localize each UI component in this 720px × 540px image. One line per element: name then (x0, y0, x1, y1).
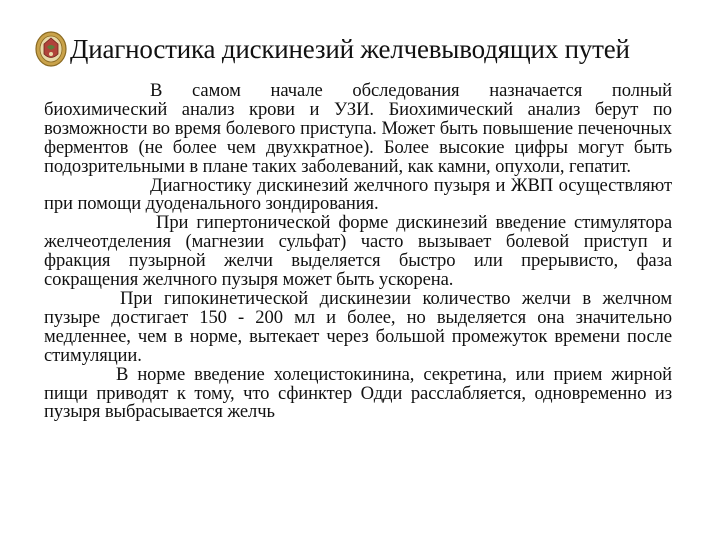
paragraph-blood-analysis: В самом начале обследования назначается полный биохимический анализ крови и УЗИ. Биохимический анализ берут по возможности во время болевого приступа. Может быть повышение печеночных ферментов (не более чем двухкратное). Более высокие цифры могут быть подозрительными в плане таких заболеваний, как камни, опухоли, гепатит. (44, 80, 672, 177)
paragraph-duodenal-probing: Диагностику дискинезий желчного пузыря и ЖВП осуществляют при помощи дуоденального зондирования. (44, 174, 672, 215)
slide-title: Диагностика дискинезий желчевыводящих путей (70, 34, 630, 64)
paragraph-hypertonic-form: При гипертонической форме дискинезий введение стимулятора желчеотделения (магнезии сульфат) часто вызывает болевой приступ и фракция пузырной желчи выделяется быстро или прерывисто, фаза сокращения желчного пузыря может быть ускорена. (44, 212, 672, 291)
emblem-icon (34, 30, 68, 68)
slide-body (44, 82, 672, 422)
paragraph-hypokinetic-form: При гипокинетической дискинезии количество желчи в желчном пузыре достигает 150 - 200 мл и более, но выделяется она значительно медленнее, чем в норме, вытекает через большой промежуток времени после стимуляции. (44, 287, 672, 366)
paragraph-normal-response: В норме введение холецистокинина, секретина, или прием жирной пищи приводят к тому, что сфинктер Одди расслабляется, одновременно из пузыря выбрасывается желчь (44, 363, 672, 423)
emblem-icon-graphic (34, 30, 68, 68)
